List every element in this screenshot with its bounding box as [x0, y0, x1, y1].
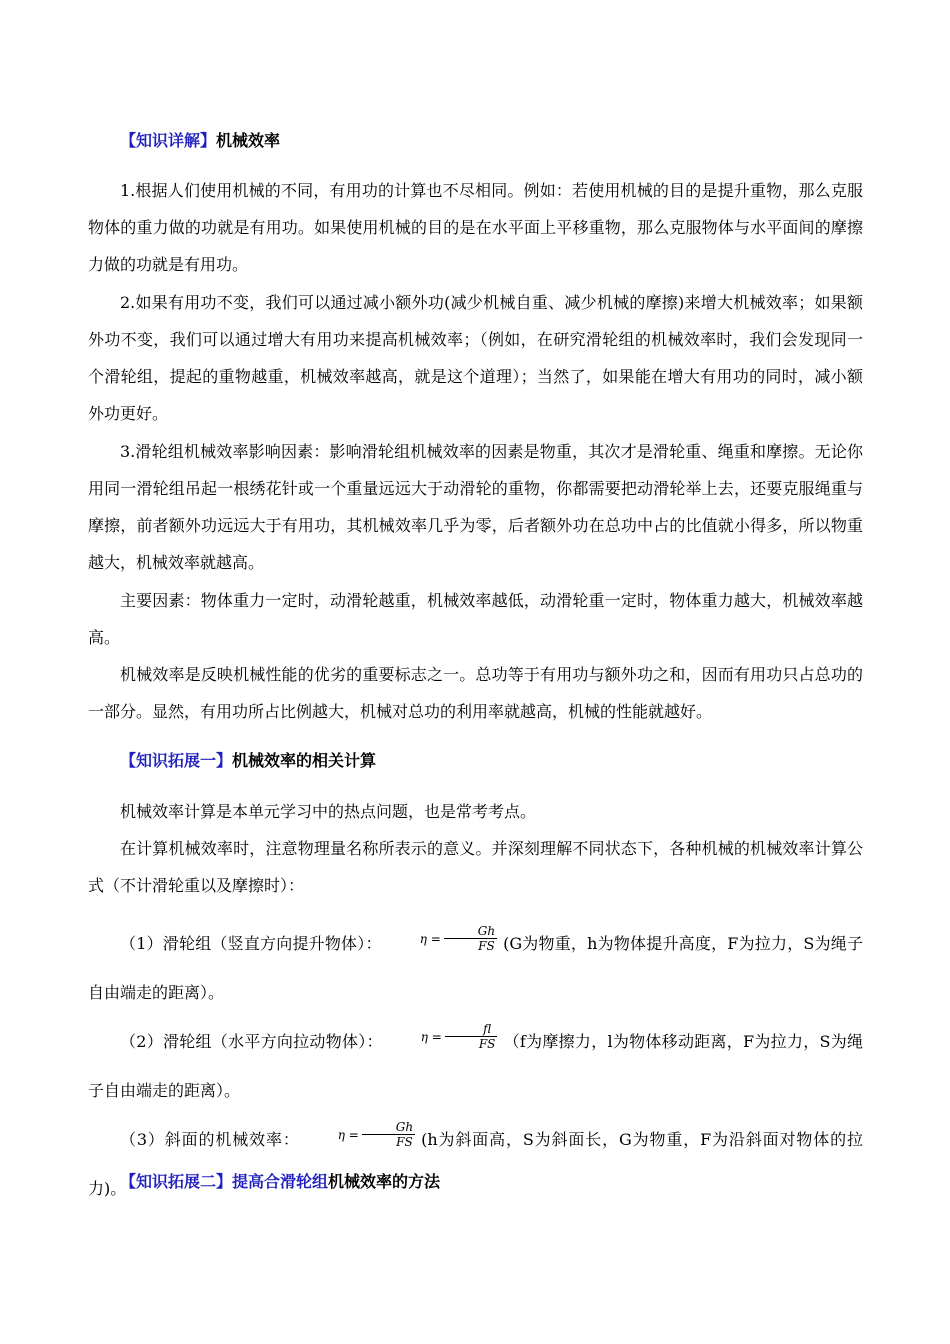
heading-title-highlight: 提高合滑轮组: [232, 1172, 329, 1191]
formula-paragraph-incline: （3）斜面的机械效率： η = $\frac{Gh}{FS}$ (h为斜面高，S为斜面长，G为物重，F为沿斜面对物体的拉力)。: [88, 1116, 863, 1213]
heading-bracket: 【知识详解】: [120, 131, 217, 150]
paragraph: 1.根据人们使用机械的不同，有用功的计算也不尽相同。例如：若使用机械的目的是提升重物，那么克服物体的重力做的功就是有用功。如果使用机械的目的是在水平面上平移重物，那么克服物体与水平面间的摩擦力做的功就是有用功。: [88, 181, 863, 274]
paragraph: 机械效率计算是本单元学习中的热点问题，也是常考考点。: [120, 802, 537, 821]
paragraph: 3.滑轮组机械效率影响因素：影响滑轮组机械效率的因素是物重，其次才是滑轮重、绳重和摩擦。无论你用同一滑轮组吊起一根绣花针或一个重量远远大于动滑轮的重物，你都需要把动滑轮举上去，还要克服绳重与摩擦，前者额外功远远大于有用功，其机械效率几乎为零，后者额外功在总功中占的比值就小得多，所以物重越大，机械效率就越高。: [88, 442, 863, 572]
heading-title: 机械效率: [216, 131, 281, 150]
efficiency-formula: η = $\frac{fl}{FS}$: [420, 1022, 496, 1052]
formula-paragraph-pulley-vertical: （1）滑轮组（竖直方向提升物体）： η = $\frac{Gh}{FS}$ (G为物重，h为物体提升高度，F为拉力，S为绳子自由端走的距离）。: [88, 920, 863, 1017]
heading-title: 机械效率的相关计算: [232, 751, 377, 770]
paragraph: 主要因素：物体重力一定时，动滑轮越重，机械效率越低，动滑轮重一定时，物体重力越大，机械效率越高。: [88, 591, 863, 647]
heading-bracket: 【知识拓展一】: [120, 751, 233, 770]
efficiency-formula: η = $\frac{Gh}{FS}$: [337, 1120, 414, 1150]
heading-title: 机械效率的方法: [328, 1172, 441, 1191]
section-heading-knowledge-detail: [120, 131, 280, 151]
section-heading-extension-two: [120, 1172, 440, 1192]
section-heading-extension-one: [120, 751, 376, 771]
formula-paragraph-pulley-horizontal: （2）滑轮组（水平方向拉动物体）： η = $\frac{fl}{FS}$ （f为摩擦力，l为物体移动距离，F为拉力，S为绳子自由端走的距离）。: [88, 1018, 863, 1115]
paragraph: 机械效率是反映机械性能的优劣的重要标志之一。总功等于有用功与额外功之和，因而有用功只占总功的一部分。显然，有用功所占比例越大，机械对总功的利用率就越高，机械的性能就越好。: [88, 665, 863, 721]
heading-bracket: 【知识拓展二】: [120, 1172, 233, 1191]
paragraph: 在计算机械效率时，注意物理量名称所表示的意义。并深刻理解不同状态下，各种机械的机械效率计算公式（不计滑轮重以及摩擦时）：: [88, 839, 863, 895]
efficiency-formula: η = $\frac{Gh}{FS}$: [419, 924, 496, 954]
paragraph: 2.如果有用功不变，我们可以通过减小额外功(减少机械自重、减少机械的摩擦)来增大机械效率；如果额外功不变，我们可以通过增大有用功来提高机械效率；（例如，在研究滑轮组的机械效率时，我们会发现同一个滑轮组，提起的重物越重，机械效率越高，就是这个道理）；当然了，如果能在增大有用功的同时，减小额外功更好。: [88, 293, 863, 423]
